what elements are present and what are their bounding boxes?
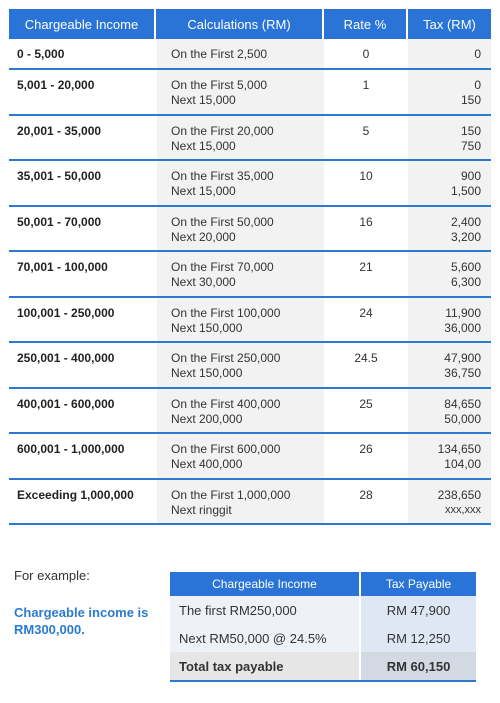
calculation-line: Next 15,000 bbox=[171, 93, 236, 107]
rate-cell: 25 bbox=[324, 389, 408, 433]
table-row bbox=[9, 39, 491, 70]
tax-line: 150 bbox=[460, 93, 481, 107]
tax-line: 134,650 bbox=[437, 442, 481, 456]
table-row bbox=[9, 480, 491, 526]
calculation-line: On the First 400,000 bbox=[171, 396, 281, 411]
calculation-cell bbox=[156, 343, 324, 387]
table-row bbox=[9, 298, 491, 344]
calculation-line: Next 20,000 bbox=[171, 229, 236, 244]
calculation-cell bbox=[156, 252, 324, 296]
rate-cell: 24.5 bbox=[324, 343, 408, 387]
example-label: For example: bbox=[14, 568, 90, 583]
income-bracket-cell: Exceeding 1,000,000 bbox=[9, 480, 156, 524]
income-bracket-cell: 20,001 - 35,000 bbox=[9, 116, 156, 160]
calculation-line: Next 400,000 bbox=[171, 457, 243, 471]
calculation-line: On the First 50,000 bbox=[171, 214, 274, 229]
example-total-row bbox=[170, 652, 476, 682]
tax-line: 900 bbox=[460, 169, 481, 183]
calculation-cell bbox=[156, 480, 324, 524]
income-bracket-cell: 50,001 - 70,000 bbox=[9, 207, 156, 251]
calculation-line: On the First 1,000,000 bbox=[171, 487, 291, 502]
tax-line: 36,750 bbox=[444, 366, 481, 380]
calculation-line: On the First 20,000 bbox=[171, 123, 274, 138]
rate-cell: 1 bbox=[324, 70, 408, 114]
tax-line: 36,000 bbox=[444, 320, 481, 335]
calculation-line: Next 15,000 bbox=[171, 184, 236, 198]
tax-line: 2,400 bbox=[450, 214, 481, 229]
tax-line: 0 bbox=[474, 78, 481, 92]
table-row bbox=[9, 434, 491, 480]
table-row bbox=[9, 343, 491, 389]
tax-cell bbox=[408, 252, 491, 296]
income-bracket-cell: 250,001 - 400,000 bbox=[9, 343, 156, 387]
calculation-line: On the First 2,500 bbox=[171, 47, 268, 61]
table-row bbox=[9, 252, 491, 298]
table-row bbox=[9, 207, 491, 253]
tax-line: 238,650 bbox=[437, 487, 481, 502]
tax-cell bbox=[408, 207, 491, 251]
calculation-cell bbox=[156, 434, 324, 478]
tax-cell bbox=[408, 434, 491, 478]
table-body bbox=[9, 39, 491, 525]
tax-cell bbox=[408, 116, 491, 160]
tax-line: 84,650 bbox=[444, 396, 481, 411]
tax-line: 150 bbox=[460, 123, 481, 138]
income-bracket-cell: 400,001 - 600,000 bbox=[9, 389, 156, 433]
table-row bbox=[9, 116, 491, 162]
table-row bbox=[9, 161, 491, 207]
calculation-line: Next 150,000 bbox=[171, 366, 243, 380]
calculation-line: On the First 600,000 bbox=[171, 442, 281, 456]
calculation-cell bbox=[156, 39, 324, 68]
example-header-tax: Tax Payable bbox=[361, 572, 476, 596]
example-row-amount: RM 47,900 bbox=[361, 596, 476, 624]
tax-line: xxx,xxx bbox=[444, 503, 481, 516]
tax-line: 1,500 bbox=[450, 184, 481, 198]
calculation-cell bbox=[156, 389, 324, 433]
income-bracket-cell: 600,001 - 1,000,000 bbox=[9, 434, 156, 478]
rate-cell: 28 bbox=[324, 480, 408, 524]
calculation-line: Next 15,000 bbox=[171, 138, 236, 153]
header-rate: Rate % bbox=[324, 9, 408, 39]
example-row-desc: The first RM250,000 bbox=[170, 596, 361, 624]
tax-line: 3,200 bbox=[450, 229, 481, 244]
tax-line: 50,000 bbox=[444, 411, 481, 426]
tax-cell bbox=[408, 298, 491, 342]
calculation-line: On the First 70,000 bbox=[171, 260, 274, 274]
calculation-line: On the First 100,000 bbox=[171, 305, 281, 320]
income-bracket-cell: 0 - 5,000 bbox=[9, 39, 156, 68]
example-row bbox=[170, 596, 476, 624]
tax-rate-table bbox=[9, 9, 491, 525]
calculation-cell bbox=[156, 298, 324, 342]
rate-cell: 5 bbox=[324, 116, 408, 160]
income-bracket-cell: 100,001 - 250,000 bbox=[9, 298, 156, 342]
calculation-cell bbox=[156, 161, 324, 205]
table-row bbox=[9, 70, 491, 116]
tax-cell bbox=[408, 70, 491, 114]
example-row-desc: Next RM50,000 @ 24.5% bbox=[170, 624, 361, 652]
income-bracket-cell: 35,001 - 50,000 bbox=[9, 161, 156, 205]
tax-cell bbox=[408, 343, 491, 387]
example-table bbox=[170, 572, 476, 682]
income-bracket-cell: 70,001 - 100,000 bbox=[9, 252, 156, 296]
tax-line: 6,300 bbox=[450, 275, 481, 289]
rate-cell: 16 bbox=[324, 207, 408, 251]
calculation-cell bbox=[156, 116, 324, 160]
tax-cell bbox=[408, 389, 491, 433]
tax-cell bbox=[408, 39, 491, 68]
tax-cell bbox=[408, 161, 491, 205]
rate-cell: 24 bbox=[324, 298, 408, 342]
tax-line: 750 bbox=[460, 138, 481, 153]
calculation-line: On the First 5,000 bbox=[171, 78, 268, 92]
table-row bbox=[9, 389, 491, 435]
example-total-desc: Total tax payable bbox=[170, 652, 361, 680]
rate-cell: 21 bbox=[324, 252, 408, 296]
example-header bbox=[170, 572, 476, 596]
example-row-amount: RM 12,250 bbox=[361, 624, 476, 652]
calculation-line: Next 200,000 bbox=[171, 411, 243, 426]
tax-line: 0 bbox=[474, 47, 481, 61]
tax-line: 104,00 bbox=[444, 457, 481, 471]
tax-line: 5,600 bbox=[450, 260, 481, 274]
rate-cell: 10 bbox=[324, 161, 408, 205]
header-calculations: Calculations (RM) bbox=[156, 9, 324, 39]
calculation-line: Next 30,000 bbox=[171, 275, 236, 289]
calculation-cell bbox=[156, 207, 324, 251]
tax-line: 47,900 bbox=[444, 351, 481, 365]
example-note: Chargeable income is RM300,000. bbox=[14, 605, 149, 637]
calculation-line: On the First 250,000 bbox=[171, 351, 281, 365]
rate-cell: 26 bbox=[324, 434, 408, 478]
calculation-line: Next ringgit bbox=[171, 502, 232, 517]
rate-cell: 0 bbox=[324, 39, 408, 68]
example-total-amount: RM 60,150 bbox=[361, 652, 476, 680]
example-header-income: Chargeable Income bbox=[170, 572, 361, 596]
header-tax: Tax (RM) bbox=[408, 9, 491, 39]
tax-cell bbox=[408, 480, 491, 524]
header-chargeable-income: Chargeable Income bbox=[9, 9, 156, 39]
table-header bbox=[9, 9, 491, 39]
calculation-cell bbox=[156, 70, 324, 114]
example-row bbox=[170, 624, 476, 652]
calculation-line: Next 150,000 bbox=[171, 320, 243, 335]
calculation-line: On the First 35,000 bbox=[171, 169, 274, 183]
tax-line: 11,900 bbox=[445, 305, 481, 320]
income-bracket-cell: 5,001 - 20,000 bbox=[9, 70, 156, 114]
